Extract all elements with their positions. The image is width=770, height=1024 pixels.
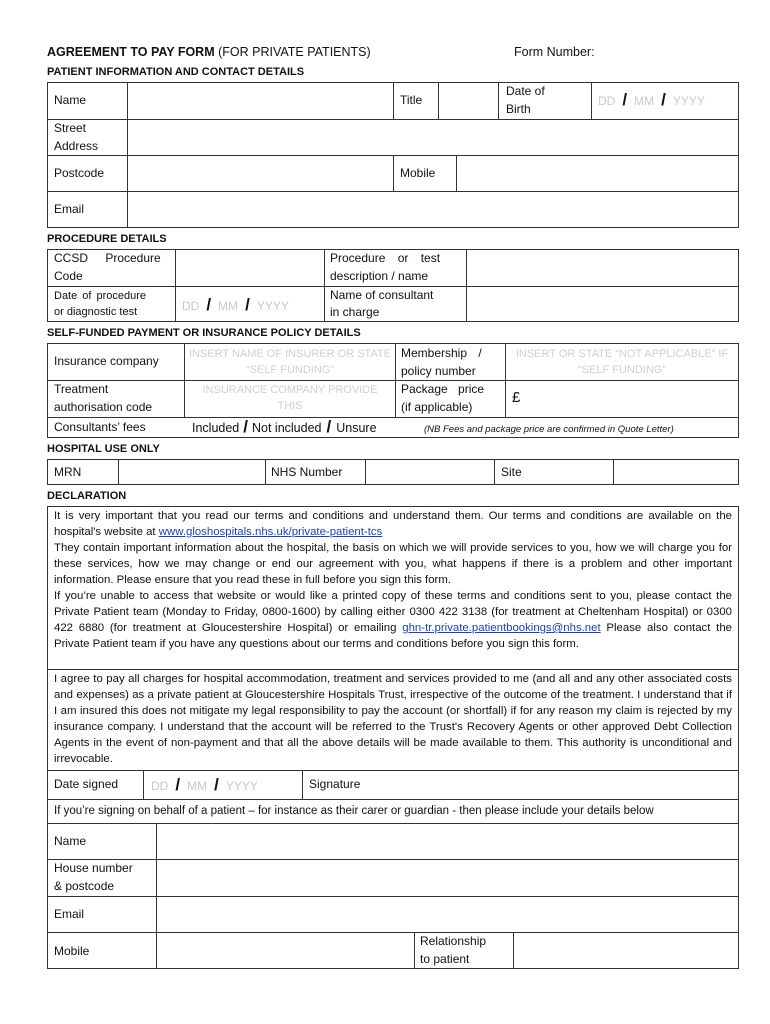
declaration-p1 <box>54 508 732 540</box>
rep-house-label-line1: House number <box>54 861 133 875</box>
patient-mobile-field[interactable] <box>457 156 738 190</box>
package-label-line2: (if applicable) <box>401 400 473 414</box>
declaration-p3 <box>54 588 732 652</box>
street-label-line1: Street <box>54 121 87 135</box>
currency-symbol: £ <box>512 389 521 406</box>
section-payment-heading: SELF-FUNDED PAYMENT OR INSURANCE POLICY DETAILS <box>47 327 361 339</box>
rep-house-field[interactable] <box>157 860 738 895</box>
proc-dd: DD <box>182 299 200 313</box>
consultants-fees-label: Consultants’ fees <box>54 420 146 434</box>
membership-field[interactable]: INSERT OR STATE “NOT APPLICABLE” IF “SELF FUNDING” <box>515 348 729 376</box>
procedure-desc-field[interactable] <box>467 250 738 285</box>
date-signed-field[interactable] <box>151 777 258 794</box>
sign-sep1: / <box>175 775 181 794</box>
rep-email-field[interactable] <box>157 897 738 931</box>
declaration-p3-text: If you’re unable to access that website or would like a printed copy of these terms and conditions sent to you, please contact the Private Patient team (Monday to Friday, 0800-1600) by calling either 0300 422 3138 (for treatment at Cheltenham Hospital) or 0300 422 6880 (for treatment at Gloucestershire Hospital) or emailing <box>54 590 732 634</box>
dob-label-line2: Birth <box>506 102 531 116</box>
dob-field[interactable] <box>598 92 705 109</box>
patient-mobile-label: Mobile <box>400 166 436 180</box>
signature-label: Signature <box>309 777 361 791</box>
section-declaration-heading: DECLARATION <box>47 490 127 502</box>
membership-label-line2: policy number <box>401 364 476 378</box>
ccsd-label-line1 <box>54 251 169 266</box>
fees-option-not-included[interactable]: Not included <box>252 421 322 435</box>
rep-name-field[interactable] <box>157 824 738 858</box>
fees-note: (NB Fees and package price are confirmed in Quote Letter) <box>424 424 674 435</box>
date-signed-label: Date signed <box>54 777 119 791</box>
section-procedure-heading: PROCEDURE DETAILS <box>47 233 167 245</box>
declaration-p2: They contain important information about the hospital, the basis on which we will provide services to you, how we will charge you for these services, how we may change or end our agreement with you, what happens if there is a problem and other important information. Please ensure that you read these in full before you sign this form. <box>54 542 732 586</box>
procedure-date-field[interactable] <box>182 297 289 314</box>
procedure-desc-label-line2: description / name <box>330 269 429 283</box>
postcode-field[interactable] <box>128 156 392 190</box>
dob-sep1: / <box>622 90 628 109</box>
proc-mm: MM <box>218 299 239 313</box>
dob-label-line1: Date of <box>506 84 545 98</box>
patient-title-field[interactable] <box>439 83 497 118</box>
insurance-company-label: Insurance company <box>54 354 159 368</box>
sign-sep2: / <box>214 775 219 794</box>
patient-name-field[interactable] <box>128 83 392 118</box>
ccsd-label-text: CCSD Procedure <box>54 251 161 265</box>
terms-link[interactable]: www.gloshospitals.nhs.uk/private-patient-tcs <box>158 526 383 538</box>
procedure-desc-label-line1: Procedure or test <box>330 251 441 265</box>
package-price-field[interactable] <box>512 390 520 405</box>
treatment-label-line2: authorisation code <box>54 400 153 414</box>
mrn-field[interactable] <box>119 460 264 484</box>
nhs-number-field[interactable] <box>366 460 493 484</box>
street-label-line2: Address <box>54 139 99 153</box>
behalf-instruction: If you’re signing on behalf of a patient – for instance as their carer or guardian - then please include your details below <box>54 805 654 817</box>
package-label-line1: Package price <box>401 382 485 396</box>
postcode-label: Postcode <box>54 166 105 180</box>
declaration-p3-text-b: Please also contact the Private Patient team if you have any questions about our terms and conditions before you sign this form. <box>54 622 733 650</box>
procedure-date-label-line2: or diagnostic test <box>54 306 138 318</box>
fees-option-included[interactable]: Included <box>192 421 240 435</box>
section-patient-heading: PATIENT INFORMATION AND CONTACT DETAILS <box>47 66 305 78</box>
patient-email-label: Email <box>54 202 85 216</box>
proc-sep1: / <box>206 295 212 314</box>
nhs-number-label: NHS Number <box>271 465 343 479</box>
site-field[interactable] <box>614 460 738 484</box>
patient-name-label: Name <box>54 93 87 107</box>
form-title-rest: (FOR PRIVATE PATIENTS) <box>218 45 371 59</box>
site-label: Site <box>501 465 522 479</box>
dob-sep2: / <box>661 90 666 109</box>
declaration-p1-text: It is very important that you read our terms and conditions and understand them. Our terms and conditions are available on the hospital's website at <box>54 510 732 538</box>
relationship-label-line2: to patient <box>420 952 470 966</box>
sign-yyyy: YYYY <box>225 779 258 793</box>
rep-email-label: Email <box>54 907 85 921</box>
consultant-label-line2: in charge <box>330 305 380 319</box>
form-title <box>47 45 371 60</box>
proc-sep2: / <box>245 295 250 314</box>
rep-mobile-label: Mobile <box>54 944 90 958</box>
dob-mm: MM <box>634 94 655 108</box>
dob-dd: DD <box>598 94 616 108</box>
patient-title-label: Title <box>400 93 423 107</box>
declaration-terms-text <box>54 508 732 652</box>
rep-mobile-field[interactable] <box>157 933 413 968</box>
dob-yyyy: YYYY <box>672 94 705 108</box>
signature-field[interactable] <box>390 771 738 798</box>
consultant-field[interactable] <box>467 287 738 321</box>
treatment-label-line1: Treatment <box>54 382 109 396</box>
sign-dd: DD <box>151 779 169 793</box>
consultant-label-line1: Name of consultant <box>330 288 434 302</box>
fees-option-unsure[interactable]: Unsure <box>336 421 377 435</box>
relationship-label-line1: Relationship <box>420 934 487 948</box>
ccsd-label-line2: Code <box>54 269 83 283</box>
insurer-field[interactable]: INSERT NAME OF INSURER OR STATE “SELF FUNDING” <box>188 348 392 376</box>
form-number-label: Form Number: <box>514 45 595 59</box>
patient-email-field[interactable] <box>128 192 738 227</box>
street-address-field[interactable] <box>128 120 738 154</box>
sign-mm: MM <box>187 779 208 793</box>
relationship-field[interactable] <box>514 933 738 968</box>
form-title-bold: AGREEMENT TO PAY FORM <box>47 45 215 59</box>
membership-label-line1: Membership / <box>401 346 482 360</box>
consultants-fees-options: Included / Not included / Unsure <box>192 417 377 436</box>
mrn-label: MRN <box>54 465 82 479</box>
ccsd-code-field[interactable] <box>176 250 323 285</box>
procedure-date-label-line1: Date of procedure <box>54 290 147 302</box>
rep-name-label: Name <box>54 834 87 848</box>
email-link[interactable]: ghn-tr.private.patientbookings@nhs.net <box>402 622 601 634</box>
declaration-p4: I agree to pay all charges for hospital accommodation, treatment and services provided to me (and all and any other associated costs and expenses) as a private patient at Gloucestershire Hospitals Trust, irrespective of the outcome of the treatment. I understand that if I am insured this does not mitigate my legal responsibility to pay the account (or shortfall) if for any reason my claim is rejected by my insurance company. I understand that the account will be referred to the Trust's Recovery Agents or other approved Debt Collection Agents in the event of non-payment and that all the above details will be made available to them. This authority is unconditional and irrevocable. <box>54 673 732 765</box>
section-hospital-heading: HOSPITAL USE ONLY <box>47 443 160 455</box>
proc-yyyy: YYYY <box>256 299 289 313</box>
treatment-code-field[interactable]: INSURANCE COMPANY PROVIDE THIS <box>202 384 378 412</box>
rep-house-label-line2: & postcode <box>54 879 115 893</box>
declaration-agreement-text <box>54 671 732 767</box>
